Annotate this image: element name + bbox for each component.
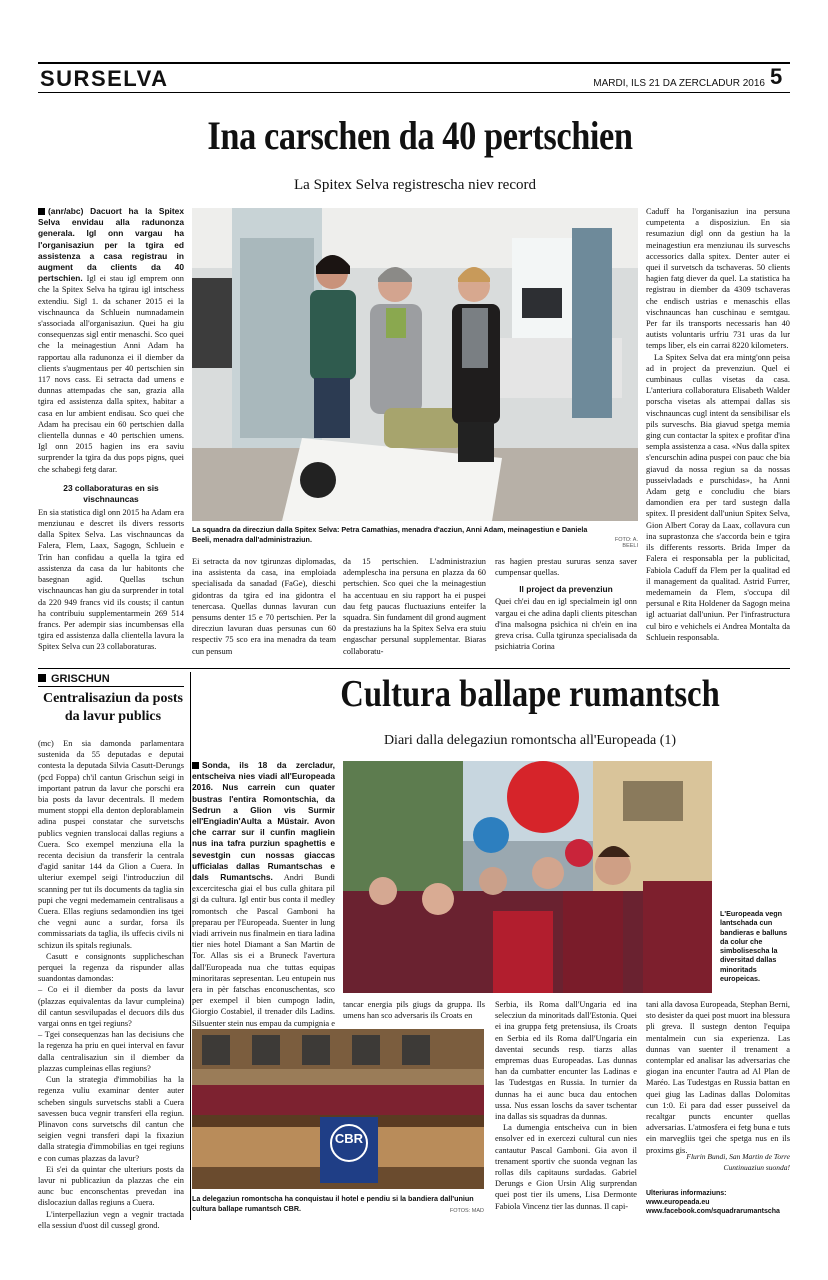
europeada-crowd-photo [343,761,712,993]
article2-column-1 [192,760,335,1028]
article1-column-5 [646,206,790,661]
column-divider [190,672,191,1220]
grischun-q3: Cun la strategia d'immobilias ha la regenza vuliu examinar denter auter scheben singuls survetschs stabli a Cuera savessen buca vegnir transferi ella regiun. Plinavon cons survetschs dil cantun che seigien vegni transferi dapi la fixaziun dalla strategia d'immobilias en tgei regiuns e con cumas plazzas da lavur? [38,1075,184,1163]
grischun-body: (mc) En sia damonda parlamentara sustenida da 55 deputadas e deputai contesta la deputada Silvia Casutt-Derungs (pcd Foppa) ch'il cantun Grischun seigi in important patrun da lavur che porschi era bia posts da lavur decentrals. Il medem mument stoppi ella denton deplorablamein adina puspei constatar che survetschs publics vegnien translocai dallas regiuns a Cuera. Sco exempel menziuna ella la recenta decisiun da transferir la centrala d'agid sanitar 144 da Glion a Cuera. In ulteriur exempel seigi l'introducziun dil scanning per tut ils documents da taglia sin pupi che vegni medemamein centralisaus a Cuera. Ellas regiuns sedamondien ins tgei che vegni aunc a surdar, forsa ils commissariats da taglia, ils uffecis civils ni schizun ils spitals regiunals. [38,739,184,950]
section-name: SURSELVA [40,66,169,91]
article1-col4-body: ras hagien prestau sururas senza saver cumpensar quellas. [495,557,637,578]
article2-column-5: tani alla davosa Europeada, Stephan Berni, sto desister da quei post muort ina blessura pli greva. Il sustegn denton l'equipa mentalmein cun sia experienza. Las dunnas van suenter il trenament a contemplar ed analisar las adversarias che giogan ina encunter l'autra ad Al Plan de Maréo. Las Tudestgas en Russia battan en quei giug las Ladinas dallas Dolomitas cun 1:0. Ei para dad esser pusseivel da recaltgar puncts encunter quellas adversarias. L'atmosfera ei fetg buna e tuts ein marvegliis tgei che spetga nus en ils proxims gis. [646,1000,790,1155]
article1-col1-subtitle: 23 collaboraturas en sis vischnauncas [63,482,159,504]
article1-lead: (anr/abc) Dacuort ha la Spitex Selva envidau alla radunonza generala. Igl onn vargau ha l'organisaziun per la tgira ed assistenza a casa registrau in augment da clients da 40 pertschien. [38,206,184,284]
article2-column-4 [495,999,637,1221]
article1-column-2: Ei setracta da nov tgirunzas diplomadas, ina assistenta da casa, ina emploiada specialisada da sanadad (FaGe), dieschi gidontras da tgira ed ina gidontra el tenercasa. Quellas dunnas lavuran cun pensums denter 15 e 70 pertschien. Per la direcziun lavuran duas persunas cun 60 respectiv 75 sco era ina menadra da team cun pensum [192,557,336,656]
article2-photo2-caption: La delegaziun romontscha ha conquistau il hotel e pendiu si la bandiera dall'uniun cultura ballape rumantsch CBR. [192,1194,474,1213]
article1-col5-body: Caduff ha l'organisaziun ina persuna cumpetenta a disposiziun. En sia resumaziun digl onn da gestiun ha la meinagestiun era menziunau ils surveschs accessorics dalla spitex. Denter auter ei quei il survetsch da tschaveras. 50 clients hagien fatg diever da quel. La statistica ha registrau in diember da 4309 tschaveras che endisch ustrias e menaschis ellas vischnauncas han cuschinau e semtgau. Per far ils transports necessaris han 40 autists voluntaris urfriu 731 uras da lur temps liber, els ein carrai 8220 kilometers. [646,207,790,351]
article1-col1-body2: En sia statistica digl onn 2015 ha Adam era menziunau e descret ils divers ressorts dalla Spitex Selva. Las vischnauncas da Falera, Flem, Laax, Sagogn, Schluein e Trin han confidau a quella la tgira ed assistenza da casa da lur habitonts che basegnan agid. Quellas tschun vischnauncas han giu da surprender in total da 220 949 francs vid ils cousts; il cantun ha contribuiu supplementarmein 269 514 francs. Per adempir sias incumbensas ella tgira ed assistenza dalla clientella lavura la Spitex Selva cun 23 collaboraturas. [38,507,184,652]
article2-photo2-credit: FOTOS: MAD [449,1208,484,1214]
grischun-q1: – Co ei il diember da posts da lavur (plazzas equivalentas da lavur cumpleina) dil cantun sesvilupadas el decuors dils dus vargai onns en tgei regiuns? [38,985,184,1029]
masthead-top-rule [38,62,790,64]
article1-photo [192,208,638,521]
grischun-q4: Ei s'ei da quintar che ulteriurs posts da lavur ni publicaziun da plazzas che ein aunc buc enconschentas prevedan ina dislocaziun dallas regiuns a Cuera. [38,1164,184,1208]
bullet-square-icon [38,208,45,215]
spitex-team-photo [192,208,638,521]
hotel-balcony-photo [192,1029,484,1189]
grischun-column [38,738,184,1230]
article2-subhead: Diari dalla delegaziun romontscha all'Europeada (1) [383,733,677,748]
article1-col4-body2: Quei ch'ei dau en igl specialmein igl onn vargau ei che adina dapli clients piteschan d'ina malsogna psichica ni ch'ein en ina greva crisa. Culla tgirunza specialisada da psichiatria Corina [495,597,637,652]
article1-col1-body: Igl ei stau igl emprem onn che la Spitex Selva ha tgirau igl intschess extendiu. Sigl 1. da schaner 2015 ei la vischnaunca da Schluein numnadamein s'associada all'organisaziun. Quei ha giu consequenzas sigl entir menaschi. Sco quei che la meinagestiun Anni Adam ha rapportau alla radunonza ei il diember da clients s'augmentaus per 40 pertschien sin 117 novs cass. Ei setracta dad umens e dunnas attempadas che san, grazia alla tgira ed assistenza dalla spitex, habitar a casa en lur ambient endisau. Sco quei che Adam ha precisau ein 60 pertschien dalla clientella dunnas e 40 pertschien umens. Igl onn 2015 hagien ins era saviu surprender la tgira da dus pops pigns, quei che schabegi fetg darar. [38,274,184,474]
article2-col4-body: Serbia, ils Roma dall'Ungaria ed ina selecziun da minoritads dall'Estonia. Quei ei ina gruppa fetg pretensiusa, ils Croats en Serbia ed ils Roma dall'Ungaria ein daventai secunds resp. tiarzs allas empremas duas Europeadas. Las dunnas han da cumbatter encunter las Ladinas e las Tudestgas en Russia. In turnier da dunnas ha ei aunc buca dau entochen ussa. Nus essan loschs da saver tschentar ina dallas sis squadras da dunnas. [495,1000,637,1122]
bullet-square-icon [192,762,199,769]
masthead-bottom-rule [38,92,790,93]
article2-photo-hotel [192,1029,484,1189]
grischun-tag-rule [38,686,184,687]
article1-photo-caption: La squadra da direcziun dalla Spitex Selva: Petra Camathias, menadra d'acziun, Anni Adam, meinagestiun e Daniela Beeli, menadra dall'administraziun. [192,525,588,544]
grischun-body2: Casutt e consignonts supplicheschan perquei la regenza da rispunder allas suandontas damondas: [38,951,184,984]
info-link-facebook[interactable]: www.facebook.com/squadrarumantscha [646,1208,780,1215]
article2-lead: Sonda, ils 18 da zercladur, entscheiva nies viadi all'Europeada 2016. Nus carrein cun quater bustras l'entira Romontschia, da Sedrun a Glion vis Surmir ell'Engiadin'Aulta a Müstair. Avon che carrar sur il cunfin magliein nus ina tafra purziun spaghettis e sevestgin cun nossas giaccas ufficialas dallas Rumantschas e dals Rumantschs. [192,760,335,883]
info-title: Ulteriuras informaziuns: [646,1190,727,1197]
article2-headline: Cultura ballape rumantsch [340,673,720,715]
article2-col1-body: Andri Bundi excercitescha giai el bus culla ghitara pil gi da cultura. Igl entir bus conta il medley romontsch che Pascal Gamboni ha preparau per l'Europeada. Suenter in lung viadi arrivein nus finalmein en tiara ladina tier nies hotel Diamant a San Martin de Tor. Allas sis ei a Bruneck l'avertura dall'Europeada nua che tuttas equipas minoritaras sepresentan. Leu entupein nus era in pèr fatschas enconuschentas, sco per exempel il bien cumpogn ladin, Giorgio Costabiel, il trenader dils Ladins. Silsuenter stein nus empau da cumpignia e [192,873,335,1028]
article1-column-4 [495,556,637,662]
grischun-tag [38,673,110,685]
grischun-q5: L'interpellaziun vegn a vegnir tractada ella sessiun d'uost dil cussegl grond. [38,1209,184,1230]
article1-subhead: La Spitex Selva registrescha niev record [294,177,536,193]
grischun-headline: Centralisaziun da posts da lavur publics [42,691,184,724]
section-separator [38,668,790,669]
article2-column-3: tancar energia pils giugs da gruppa. Ils umens han sco adversaris ils Croats en [343,1000,485,1021]
grischun-tag-label: GRISCHUN [51,673,110,685]
grischun-q2: – Tgei consequenzas han las decisiuns che la regenza ha priu en quei interval en favur dalla centralisaziun sin il diember da plazzas cumpleinas ellas regiuns? [38,1030,184,1073]
article2-signature: Flurin Bundi, San Martin de Torre [686,1152,790,1161]
article2-photo1-caption: L'Europeada vegn lantschada cun bandieras e balluns da colur che simbolisescha la diversitad dallas minoritads europeicas. [720,909,788,984]
article1-col4-subtitle: Il project da prevenziun [519,584,613,595]
article1-col5-body2: La Spitex Selva dat era mintg'onn peisa ad in project da prevenziun. Quel ei cumbinaus cullas visetas da casa. L'anteriura collaboratura Elisabeth Walder porscha visetas als attempai dallas sis vischnauncas cugl intent da sensibilisar els pils surveschs. Bia giavud spetga memia ging cun contactar la spitex e profitar d'ina sempla assistenza a casa. «Nus dalla spitex s'encurschin adina puspei con pauc che bia giavud da nossa regiun sa da nossas pusseivladads e purschidas», ha Anni Adam getg e concludiu che biars damondien era per tard sustegn dalla spitex. Il president dall'uniun Spitex Selva, Gion Albert Coray da Laax, collavura cun ina suprastonza che s'accorda bein e tgira ils differents ressorts. Brida Imper da Falera ei responsabla per la publicitad, Fabiola Caduff da Flem per la qualitad ed il management da qualitad. Astrid Furrer, medemamein da Flem, s'occupa dil persunal e Rita Holdener da Sagogn meina igl actuariat dall'uniun. Per l'infrastructura cul biro e vehichels ei Andrea Montalta da Schluein responsabla. [646,352,790,642]
page-number: 5 [770,64,783,89]
issue-date: MARDI, ILS 21 DA ZERCLADUR 2016 [593,78,765,89]
article1-headline: Ina carschen da 40 pertschien [207,113,633,158]
article2-photo-europeada [343,761,712,993]
article1-photo-credit: FOTO: A. BEELI [614,537,638,549]
article1-column-1 [38,206,184,661]
cbr-flag-text: CBR [334,1131,364,1146]
article2-continuation: Cuntinuaziun suonda! [723,1163,790,1172]
article2-info [646,1189,790,1216]
tag-square-icon [38,674,46,682]
article2-col4-body2: La dumengia entscheiva cun in bien ensolver ed in exercezi cultural cun nies cantautur Pascal Gamboni. Gia avon il trenament sportiv che suonda vegnan las rollas dils capitauns surdadas. Gabriel Derungs e Gion Ursin Alig surprendan quei post tier ils umens, Lisa Dermonte Fabiola Vincenz tier las dunnas. Il capi- [495,1123,637,1211]
info-link-europeada[interactable]: www.europeada.eu [646,1199,710,1206]
article1-column-3: da 15 pertschien. L'administraziun ademplescha ina persuna en plazza da 60 pertschien. Sco quei che la meinagestiun ha accentuau en siu rapport ha ei puspei dau fetg paucas fluctuaziuns enteifer la squadra. Sin fundament dil grond augment da prestaziuns ha la Spitex Selva era stuiu engaschar persunal supplementar. Biaras collaboratu- [343,557,486,656]
